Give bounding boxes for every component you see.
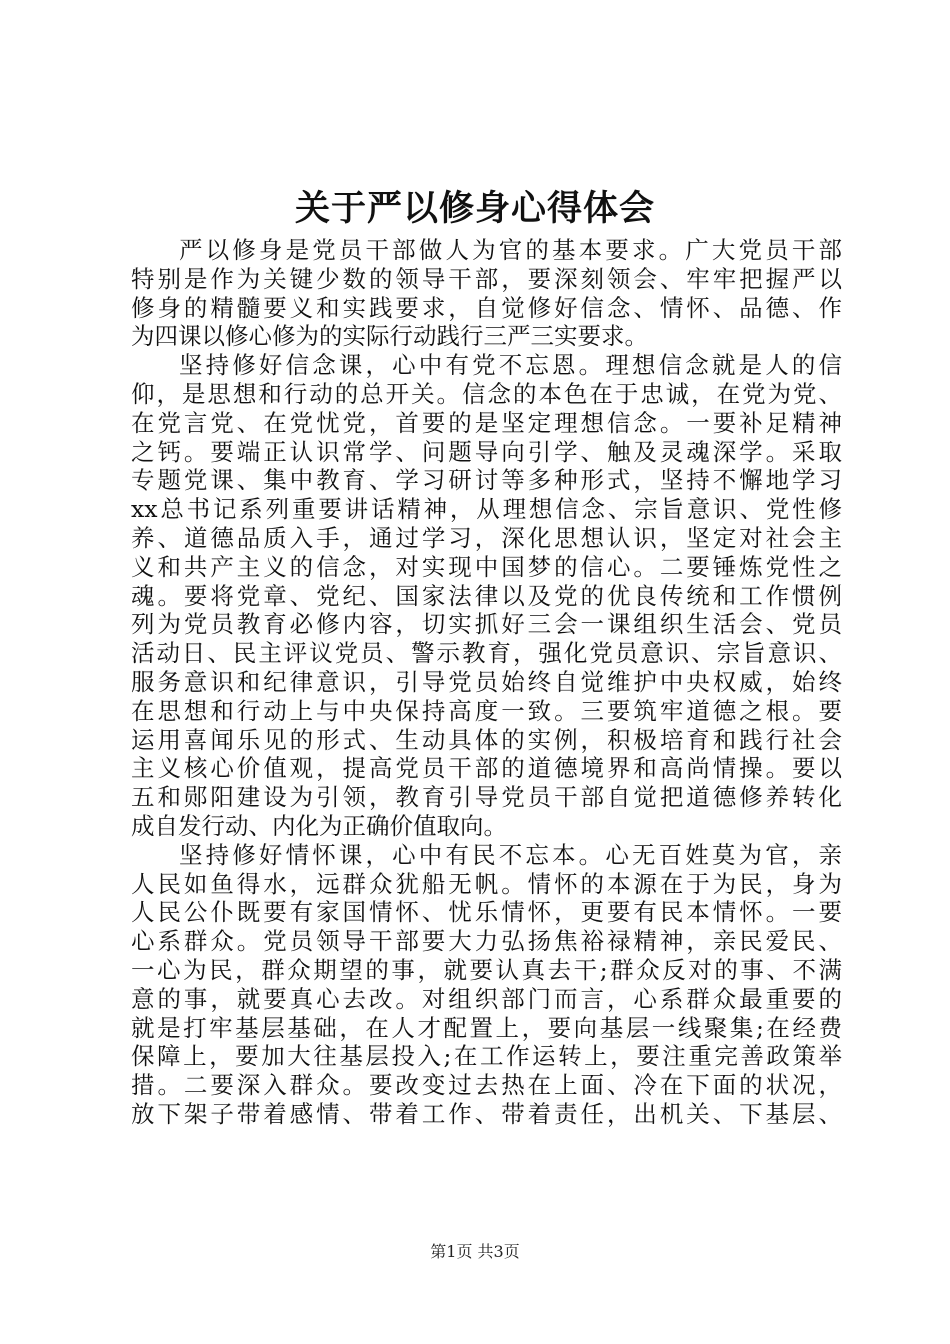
text-line: 一心为民，群众期望的事，就要认真去干;群众反对的事、不满 xyxy=(131,955,842,984)
text-line: xx总书记系列重要讲话精神，从理想信念、宗旨意识、党性修 xyxy=(131,495,842,524)
text-line: 放下架子带着感情、带着工作、带着责任，出机关、下基层、 xyxy=(131,1099,842,1128)
text-line: 人民公仆既要有家国情怀、忧乐情怀，更要有民本情怀。一要 xyxy=(131,898,842,927)
text-line: 活动日、民主评议党员、警示教育，强化党员意识、宗旨意识、 xyxy=(131,639,842,668)
text-line: 就是打牢基层基础，在人才配置上，要向基层一线聚集;在经费 xyxy=(131,1013,842,1042)
text-line: 五和郧阳建设为引领，教育引导党员干部自觉把道德修养转化 xyxy=(131,783,842,812)
text-line: 在党言党、在党忧党，首要的是坚定理想信念。一要补足精神 xyxy=(131,408,842,437)
text-line: 魂。要将党章、党纪、国家法律以及党的优良传统和工作惯例 xyxy=(131,581,842,610)
text-line: 专题党课、集中教育、学习研讨等多种形式，坚持不懈地学习 xyxy=(131,466,842,495)
text-line: 修身的精髓要义和实践要求，自觉修好信念、情怀、品德、作 xyxy=(131,293,842,322)
text-line: 意的事，就要真心去改。对组织部门而言，心系群众最重要的 xyxy=(131,984,842,1013)
text-line: 保障上，要加大往基层投入;在工作运转上，要注重完善政策举 xyxy=(131,1042,842,1071)
text-line: 主义核心价值观，提高党员干部的道德境界和高尚情操。要以 xyxy=(131,754,842,783)
text-line: 义和共产主义的信念，对实现中国梦的信心。二要锤炼党性之 xyxy=(131,552,842,581)
text-line: 运用喜闻乐见的形式、生动具体的实例，积极培育和践行社会 xyxy=(131,725,842,754)
text-line: 心系群众。党员领导干部要大力弘扬焦裕禄精神，亲民爱民、 xyxy=(131,927,842,956)
text-line: 人民如鱼得水，远群众犹船无帆。情怀的本源在于为民，身为 xyxy=(131,869,842,898)
text-line: 仰，是思想和行动的总开关。信念的本色在于忠诚，在党为党、 xyxy=(131,379,842,408)
text-line: 特别是作为关键少数的领导干部，要深刻领会、牢牢把握严以 xyxy=(131,264,842,293)
text-line: 坚持修好信念课，心中有党不忘恩。理想信念就是人的信 xyxy=(179,351,842,380)
document-title: 关于严以修身心得体会 xyxy=(294,188,655,229)
text-line: 养、道德品质入手，通过学习，深化思想认识，坚定对社会主 xyxy=(131,523,842,552)
text-line: 成自发行动、内化为正确价值取向。 xyxy=(131,811,507,840)
text-line: 严以修身是党员干部做人为官的基本要求。广大党员干部 xyxy=(179,236,842,264)
text-line: 为四课以修心修为的实际行动践行三严三实要求。 xyxy=(131,322,648,351)
text-line: 坚持修好情怀课，心中有民不忘本。心无百姓莫为官，亲 xyxy=(179,840,842,869)
text-line: 服务意识和纪律意识，引导党员始终自觉维护中央权威，始终 xyxy=(131,667,842,696)
document-body xyxy=(131,236,842,1129)
text-line: 在思想和行动上与中央保持高度一致。三要筑牢道德之根。要 xyxy=(131,696,842,725)
text-line: 列为党员教育必修内容，切实抓好三会一课组织生活会、党员 xyxy=(131,610,842,639)
text-line: 措。二要深入群众。要改变过去热在上面、冷在下面的状况， xyxy=(131,1071,842,1100)
page-footer: 第1页 共3页 xyxy=(430,1242,520,1261)
text-line: 之钙。要端正认识常学、问题导向引学、触及灵魂深学。采取 xyxy=(131,437,842,466)
